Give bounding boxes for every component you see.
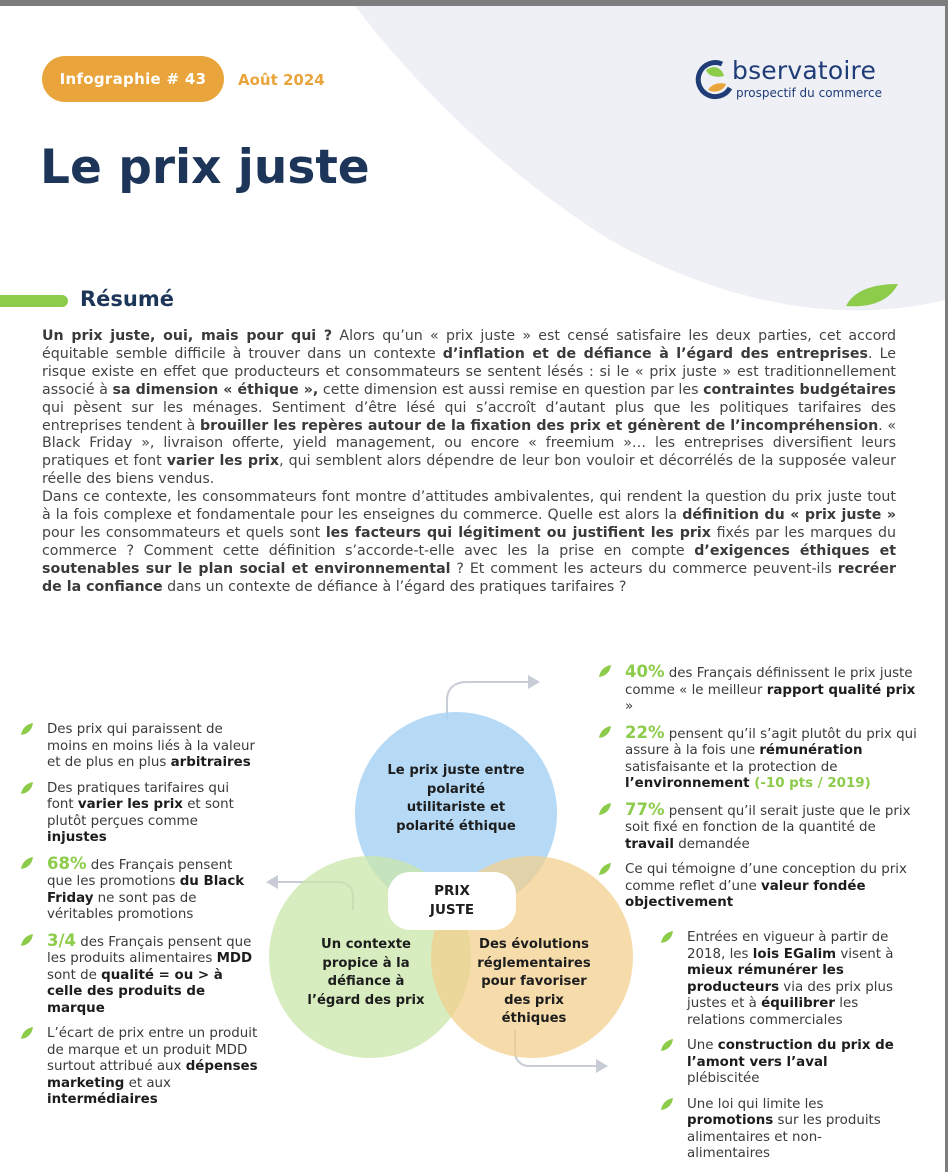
bold-text: varier les prix <box>77 797 183 812</box>
text-run: fixés par les marques du commerce ? Comment cette définition s’accorde-t-elle avec les la prise en compte <box>42 524 897 559</box>
bold-text: dépenses marketing <box>47 1059 258 1091</box>
text-run: pensent qu’il s’agit plutôt du prix qui assure à la fois une <box>625 726 917 758</box>
venn-top-label: Le prix juste entre polarité utilitariste et polarité éthique <box>387 763 525 834</box>
text-run: Dans ce contexte, les consommateurs font montre d’attitudes ambivalentes, qui rendent la question du prix juste tout à la fois complexe et fondamentale pour les enseignes du commerce. Quelle est alors la <box>42 489 896 524</box>
logo-subtitle: prospectif du commerce <box>736 86 882 100</box>
center-line-2: JUSTE <box>429 902 475 918</box>
bold-text: contraintes budgétaires <box>703 381 897 398</box>
bullet-item <box>20 1026 260 1109</box>
leaf-bullet-icon <box>20 933 34 947</box>
text-run: L’écart de prix entre un produit de marque et un produit MDD surtout attribué aux <box>47 1026 258 1074</box>
venn-left-label: Un contexte propice à la défiance à l’égard des prix <box>307 937 425 1008</box>
bold-text: brouiller les repères autour de la fixation des prix et génèrent de l’incompréhension <box>200 417 879 434</box>
leaf-bullet-icon <box>660 1038 674 1052</box>
bullet-item <box>20 853 260 924</box>
leaf-bullet-icon <box>598 802 612 816</box>
page-title: Le prix juste <box>40 140 370 195</box>
text-run: des Français pensent que les produits alimentaires <box>47 934 252 966</box>
bullet-item <box>660 1038 900 1088</box>
text-run: ? Et comment les acteurs du commerce peuvent-ils <box>450 560 838 577</box>
bold-text: varier les prix <box>166 453 280 470</box>
leaf-bullet-icon <box>598 725 612 739</box>
bullet-item <box>660 930 900 1029</box>
bullet-item <box>20 781 260 847</box>
bullet-text <box>47 1026 260 1109</box>
bullet-text <box>47 722 260 772</box>
text-run: pour les consommateurs et quels sont <box>42 524 326 541</box>
stat-number: 68% <box>47 853 87 873</box>
stat-change: (-10 pts / 2019) <box>749 776 871 791</box>
infographic-badge: Infographie # 43 <box>42 56 224 102</box>
bold-text: définition du « prix juste » <box>682 507 897 524</box>
bold-text: rapport qualité prix <box>766 682 916 698</box>
leaf-bullet-icon <box>660 930 674 944</box>
logo-wordmark: bservatoire <box>732 56 877 85</box>
bold-text: valeur fondée objectivement <box>625 878 866 910</box>
bullet-item <box>20 722 260 772</box>
bullet-text <box>687 1038 900 1088</box>
leaf-bullet-icon <box>20 856 34 870</box>
text-run: dans un contexte de défiance à l’égard des pratiques tarifaires ? <box>162 578 627 595</box>
bullet-text <box>625 664 918 716</box>
text-run: Alors qu’un « prix juste » est censé satisfaire les deux parties, cet accord équitable semble difficile à trouver dans un contexte <box>42 328 896 362</box>
text-run: les relations commerciales <box>687 996 859 1028</box>
text-run: Ce qui témoigne d’une conception du prix comme reflet d’une <box>625 862 907 894</box>
bullet-text <box>47 853 260 924</box>
bold-text: MDD <box>216 951 253 966</box>
bold-text: arbitraires <box>170 755 251 770</box>
text-run: ne sont pas de véritables promotions <box>47 890 197 922</box>
bold-text: intermédiaires <box>47 1092 158 1107</box>
bold-text: les facteurs qui légitiment ou justifient les prix <box>325 524 711 541</box>
leaf-bullet-icon <box>20 722 34 736</box>
text-run: satisfaisante et la protection de <box>625 759 838 775</box>
stat-number: 40% <box>625 662 665 681</box>
text-run: Des prix qui paraissent de moins en moins liés à la valeur et de plus en plus <box>47 722 255 770</box>
leaf-bullet-icon <box>20 781 34 795</box>
leaf-bullet-icon <box>20 1026 34 1040</box>
center-line-1: PRIX <box>434 883 470 899</box>
arrow-right-head <box>596 1059 608 1073</box>
bullet-text <box>47 781 260 847</box>
bold-text: injustes <box>47 830 107 845</box>
text-run: Des pratiques tarifaires qui font <box>47 780 230 812</box>
leaf-bullet-icon <box>598 664 612 678</box>
bullet-item <box>598 862 918 912</box>
venn-right-label: Des évolutions réglementaires pour favoriser des prix éthiques <box>477 937 591 1026</box>
text-run: . Le risque existe en effet que producteurs et consommateurs se sentent lésés : si le « prix juste » est traditionnellement associé à <box>42 345 896 398</box>
bullet-item <box>598 722 918 793</box>
leaf-bullet-icon <box>598 862 612 876</box>
bold-text: lois EGalim <box>752 946 837 962</box>
text-run: et sont plutôt perçues comme <box>47 797 234 829</box>
text-run: via des prix plus justes et à <box>687 979 893 1011</box>
top-right-bullet-list <box>598 664 918 921</box>
text-run: cette dimension est aussi remise en question par les <box>318 381 704 398</box>
bullet-item <box>660 1097 900 1163</box>
bold-text: qualité = ou > à celle des produits de marque <box>47 967 223 1016</box>
bullet-text <box>687 1097 900 1163</box>
text-run: qui pèsent sur les ménages. Sentiment d’être lésé qui s’accroît d’autant plus que les politiques tarifaires des entreprises tendent à <box>42 399 896 434</box>
bold-text: construction du prix de l’amont vers l’aval <box>687 1038 894 1070</box>
arrow-top-head <box>528 675 540 689</box>
bullet-text <box>625 862 918 912</box>
text-run: plébiscitée <box>687 1071 760 1086</box>
text-run: Une loi qui limite les <box>687 1096 824 1112</box>
text-run: visent à <box>836 946 894 962</box>
publication-date: Août 2024 <box>238 71 325 89</box>
text-run: . « Black Friday », livraison offerte, yield management, ou encore « freemium »… les entreprises diversifient leurs pratiques et font <box>42 417 897 470</box>
bold-text: l’environnement <box>625 776 750 791</box>
bold-text: équilibrer <box>761 996 835 1011</box>
arrow-left-head <box>266 875 278 889</box>
text-run: des Français pensent que les promotions <box>47 857 233 889</box>
summary-heading: Résumé <box>80 287 174 311</box>
bottom-right-bullet-list <box>660 930 900 1172</box>
bold-text: d’exigences éthiques et soutenables sur le plan social et environnemental <box>42 542 896 577</box>
bullet-item <box>598 664 918 716</box>
text-run: » <box>625 699 634 714</box>
bold-text: sa dimension « éthique », <box>112 381 319 398</box>
leaf-bullet-icon <box>660 1097 674 1111</box>
bullet-text <box>687 930 900 1029</box>
bold-text: mieux rémunérer les producteurs <box>687 963 844 995</box>
text-run: pensent qu’il serait juste que le prix soit fixé en fonction de la quantité de <box>625 803 911 835</box>
bold-text: promotions <box>687 1113 774 1128</box>
stat-number: 3/4 <box>47 930 76 950</box>
text-run: Entrées en vigueur à partir de 2018, les <box>687 930 889 962</box>
text-run: et aux <box>124 1075 171 1091</box>
text-run: des Français définissent le prix juste comme « le meilleur <box>625 666 913 698</box>
text-run: sur les produits alimentaires et non-alimentaires <box>687 1113 881 1161</box>
venn-center-label <box>388 872 516 930</box>
stat-number: 22% <box>625 722 665 742</box>
text-run: , qui semblent alors dépendre de leur bon vouloir et décorrélés de la supposée valeur réelle des biens vendus. <box>42 453 896 488</box>
bold-text: recréer de la confiance <box>42 560 897 595</box>
left-bullet-list <box>20 722 260 1118</box>
bold-text: Un prix juste, oui, mais pour qui ? <box>42 328 333 344</box>
bold-text: travail <box>625 836 674 852</box>
text-run: sont de <box>47 967 102 983</box>
bullet-item <box>20 930 260 1018</box>
text-run: demandée <box>674 836 750 852</box>
stat-number: 77% <box>625 799 665 819</box>
bold-text: rémunération <box>759 743 863 758</box>
text-run: Une <box>687 1038 718 1053</box>
bold-text: du Black Friday <box>47 874 245 906</box>
bullet-text <box>625 722 918 793</box>
bullet-text <box>47 930 260 1018</box>
bullet-item <box>598 799 918 854</box>
bullet-text <box>625 799 918 854</box>
bold-text: d’inflation et de défiance à l’égard des entreprises <box>442 345 868 362</box>
